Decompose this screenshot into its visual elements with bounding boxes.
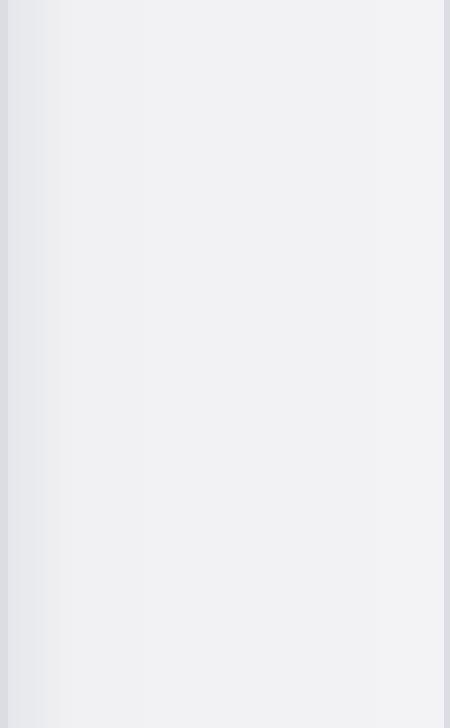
- birds-illustration-top: [8, 0, 444, 60]
- book-page: [8, 0, 444, 728]
- birds-illustration-bottom: [8, 680, 444, 728]
